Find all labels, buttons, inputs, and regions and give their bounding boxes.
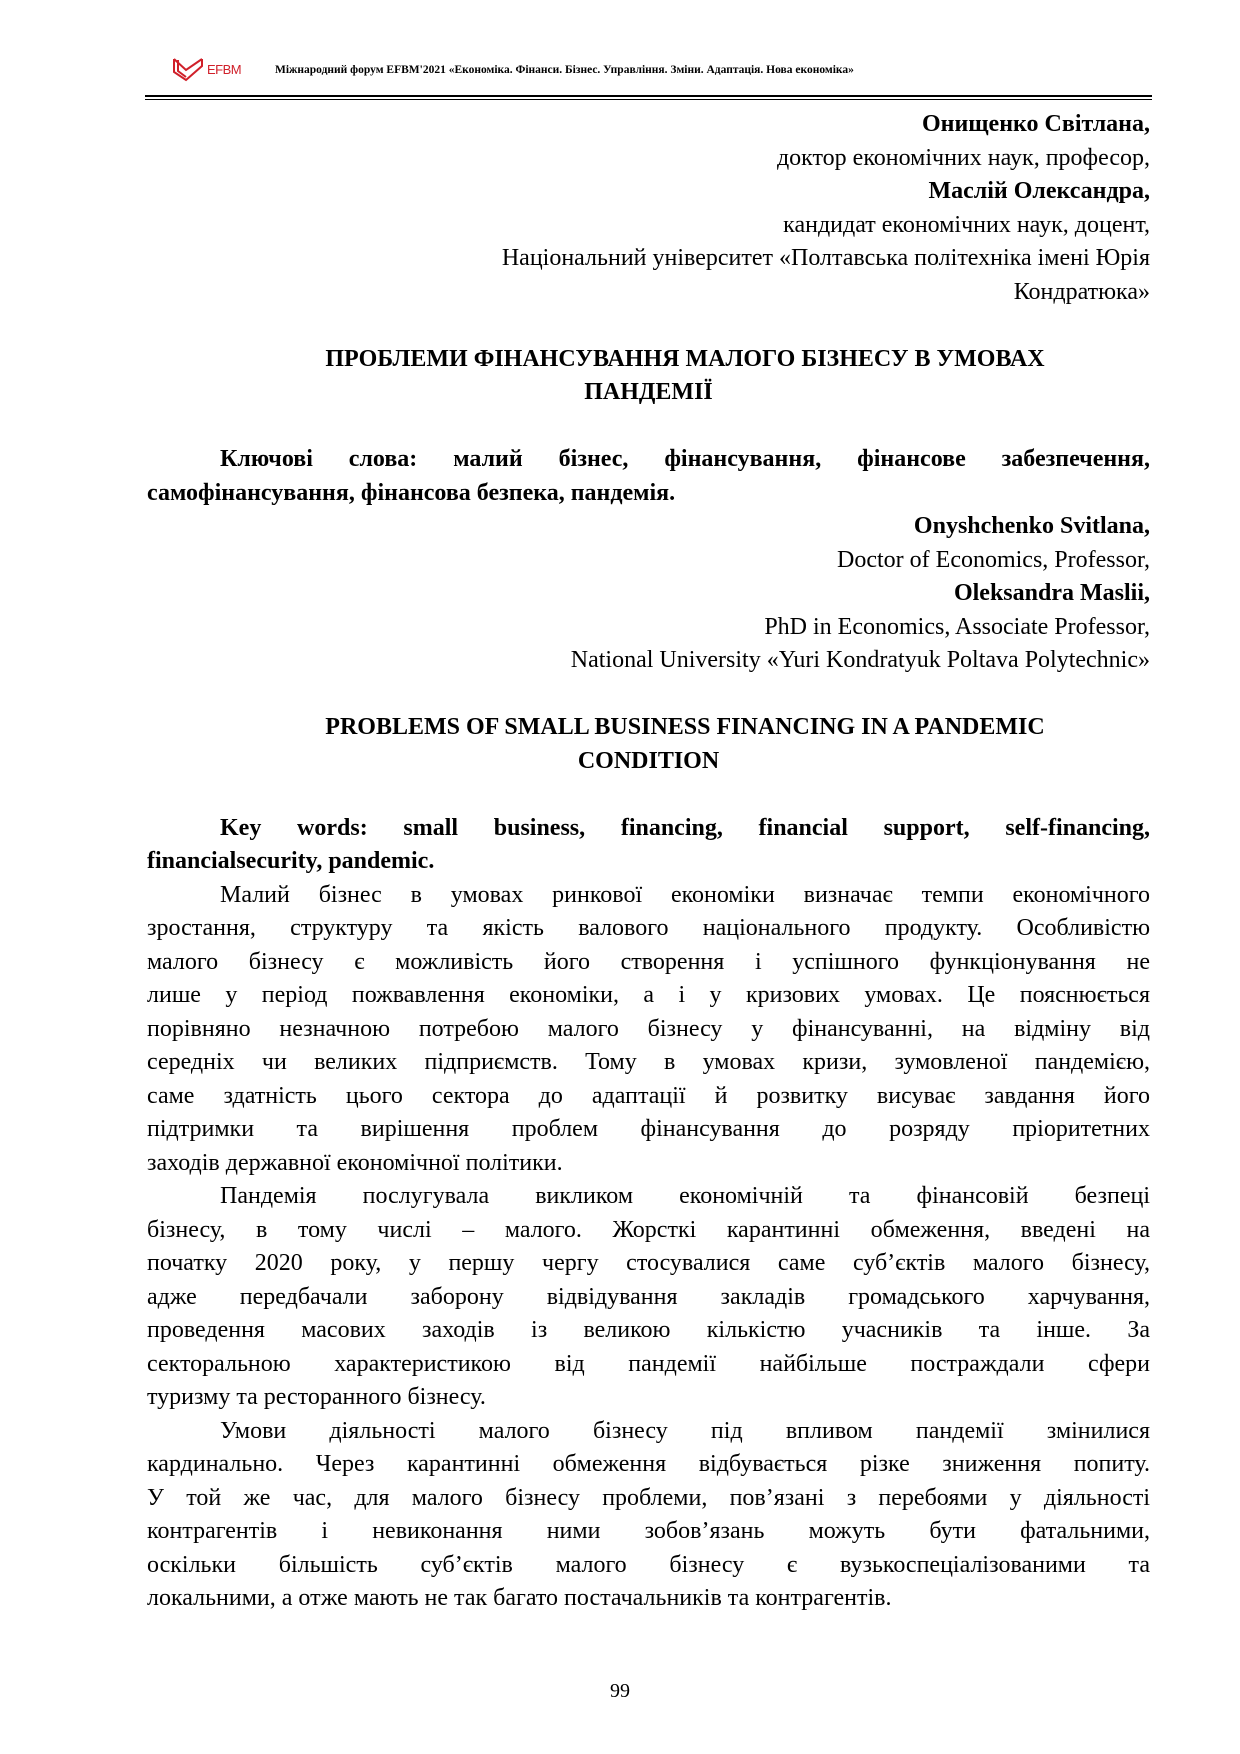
paragraph-line: У той же час, для малого бізнесу проблеми, пов’язані з перебоями у діяльності [147, 1484, 1150, 1511]
efbm-logo [172, 56, 241, 82]
en-author-1: Onyshchenko Svitlana, [913, 513, 1150, 539]
ua-keywords-1: Ключові слова: малий бізнес, фінансування, фінансове забезпечення, [220, 446, 1150, 472]
paragraph-line: оскільки більшість суб’єктів малого бізнесу є вузькоспеціалізованими та [147, 1551, 1150, 1578]
paragraph-line: проведення масових заходів із великою кількістю учасників та інше. За [147, 1317, 1150, 1343]
en-title-1: PROBLEMS OF SMALL BUSINESS FINANCING IN A PANDEMIC [325, 714, 1045, 740]
ua-affiliation-1: Національний університет «Полтавська політехніка імені Юрія [501, 245, 1150, 271]
paragraph-line: середніх чи великих підприємств. Тому в умовах кризи, зумовленої пандемією, [147, 1049, 1150, 1075]
paragraph-line: початку 2020 року, у першу чергу стосувалися саме суб’єктів малого бізнесу, [147, 1250, 1150, 1276]
body-text [147, 879, 1150, 1616]
ua-affiliation-2: Кондратюка» [1013, 278, 1150, 305]
ua-author-2-degree: кандидат економічних наук, доцент, [783, 211, 1150, 238]
logo-text: EFBM [207, 61, 242, 77]
page-number: 99 [610, 1680, 630, 1702]
ua-author-2: Маслій Олександра, [928, 178, 1150, 204]
ua-title-1: ПРОБЛЕМИ ФІНАНСУВАННЯ МАЛОГО БІЗНЕСУ В УМОВАХ [325, 345, 1045, 372]
paragraph-line: підтримки та вирішення проблем фінансування до розряду пріоритетних [147, 1116, 1150, 1142]
paragraph [147, 879, 1150, 1181]
en-affiliation: National University «Yuri Kondratyuk Poltava Polytechnic» [570, 647, 1150, 673]
en-author-1-degree: Doctor of Economics, Professor, [837, 546, 1150, 573]
paragraph-line: адже передбачали заборону відвідування закладів громадського харчування, [147, 1283, 1150, 1310]
ua-author-1: Онищенко Світлана, [921, 111, 1150, 137]
paragraph-line: секторальною характеристикою від пандемії найбільше постраждали сфери [147, 1350, 1150, 1377]
header-title: Міжнародний форум EFBM'2021 «Економіка. Фінанси. Бізнес. Управління. Зміни. Адаптація. Нова економіка» [275, 64, 854, 76]
paragraph-line: малого бізнесу є можливість його створення і успішного функціонування не [147, 948, 1150, 975]
paragraph [147, 1180, 1150, 1415]
paragraph-line: Умови діяльності малого бізнесу під впливом пандемії змінилися [220, 1417, 1150, 1444]
paragraph-line: кардинально. Через карантинні обмеження відбувається різке зниження попиту. [147, 1451, 1150, 1477]
paragraph-line: порівняно незначною потребою малого бізнесу у фінансуванні, на відміну від [147, 1015, 1150, 1042]
paragraph-line: бізнесу, в тому числі – малого. Жорсткі карантинні обмеження, введені на [147, 1216, 1150, 1243]
en-keywords-2: financialsecurity, pandemic. [147, 848, 435, 874]
paragraph-line: заходів державної економічної політики. [147, 1149, 563, 1176]
paragraph-line: контрагентів і невиконання ними зобов’язань можуть бути фатальними, [147, 1518, 1150, 1544]
paragraph-line: туризму та ресторанного бізнесу. [147, 1384, 486, 1410]
paragraph-line: саме здатність цього сектора до адаптації й розвитку висуває завдання його [147, 1082, 1150, 1109]
book-heart-icon [172, 56, 204, 82]
ua-title-2: ПАНДЕМІЇ [584, 379, 713, 405]
paragraph-line: локальними, а отже мають не так багато постачальників та контрагентів. [147, 1585, 892, 1611]
en-author-2-degree: PhD in Economics, Associate Professor, [764, 613, 1150, 640]
paragraph-line: зростання, структуру та якість валового національного продукту. Особливістю [147, 915, 1150, 941]
en-author-2: Oleksandra Maslii, [953, 580, 1150, 606]
ua-author-1-degree: доктор економічних наук, професор, [776, 144, 1150, 171]
header-rule-bottom [145, 99, 1152, 100]
paragraph-line: Малий бізнес в умовах ринкової економіки визначає темпи економічного [220, 881, 1150, 908]
ua-keywords-2: самофінансування, фінансова безпека, пандемія. [147, 479, 676, 506]
en-title-2: CONDITION [577, 747, 720, 774]
page-header [147, 52, 1150, 92]
en-keywords-1: Key words: small business, financing, financial support, self-financing, [220, 814, 1150, 841]
header-rule-top [145, 95, 1152, 97]
paragraph-line: Пандемія послугувала викликом економічній та фінансовій безпеці [220, 1183, 1150, 1209]
paragraph [147, 1415, 1150, 1616]
paragraph-line: лише у період пожвавлення економіки, а і у кризових умовах. Це пояснюється [147, 982, 1150, 1008]
page-content [147, 108, 1150, 1616]
